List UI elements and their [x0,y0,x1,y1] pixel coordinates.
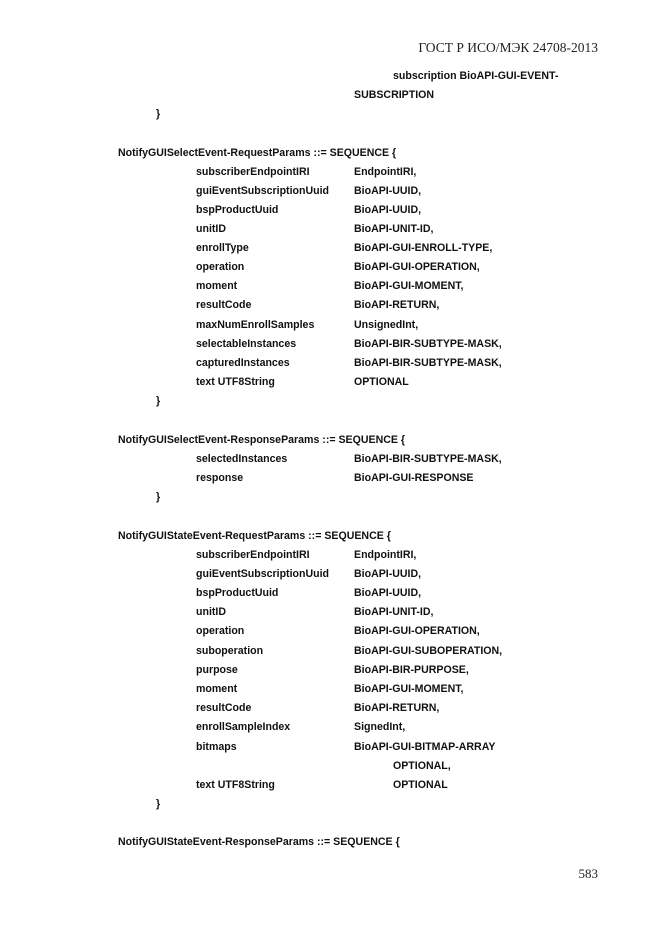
field-name: moment [196,683,238,695]
closing-brace: } [156,491,161,503]
field-name: bitmaps [196,741,237,753]
field-type: BioAPI-GUI-OPERATION, [354,261,480,273]
field-type: BioAPI-GUI-OPERATION, [354,625,480,637]
document-header: ГОСТ Р ИСО/МЭК 24708-2013 [418,40,598,55]
sequence-declaration: NotifyGUISelectEvent-RequestParams ::= SEQUENCE { [118,147,397,159]
field-type: BioAPI-GUI-MOMENT, [354,683,464,695]
field-name: enrollType [196,242,249,254]
field-name: purpose [196,664,238,676]
field-name: enrollSampleIndex [196,721,291,733]
field-type: SignedInt, [354,721,406,733]
field-name: text UTF8String [196,779,275,791]
field-type: BioAPI-RETURN, [354,702,440,714]
field-name: operation [196,625,245,637]
field-type: BioAPI-BIR-SUBTYPE-MASK, [354,338,502,350]
field-name: suboperation [196,645,264,657]
field-name: selectedInstances [196,453,288,465]
field-type: BioAPI-GUI-MOMENT, [354,280,464,292]
field-type: BioAPI-UNIT-ID, [354,606,434,618]
field-name: unitID [196,223,227,235]
sequence-declaration: NotifyGUIStateEvent-ResponseParams ::= SEQUENCE { [118,836,400,848]
closing-brace: } [156,395,161,407]
field-name: bspProductUuid [196,204,279,216]
field-type: BioAPI-UUID, [354,185,422,197]
sequence-declaration: NotifyGUIStateEvent-RequestParams ::= SEQUENCE { [118,530,391,542]
field-name: operation [196,261,245,273]
field-type: BioAPI-UUID, [354,204,422,216]
closing-brace: } [156,798,161,810]
closing-brace: } [156,108,161,120]
field-name: maxNumEnrollSamples [196,319,315,331]
field-type: BioAPI-GUI-SUBOPERATION, [354,645,503,657]
field-type: EndpointIRI, [354,549,417,561]
field-type: BioAPI-GUI-ENROLL-TYPE, [354,242,493,254]
field-type: BioAPI-GUI-BITMAP-ARRAY [354,741,496,753]
field-name: guiEventSubscriptionUuid [196,185,330,197]
sequence-declaration: NotifyGUISelectEvent-ResponseParams ::= SEQUENCE { [118,434,405,446]
field-type: BioAPI-RETURN, [354,299,440,311]
field-type: BioAPI-GUI-RESPONSE [354,472,474,484]
continuation-line-2: SUBSCRIPTION [354,89,435,101]
field-type: BioAPI-UNIT-ID, [354,223,434,235]
field-type: BioAPI-BIR-PURPOSE, [354,664,469,676]
field-type: BioAPI-UUID, [354,568,422,580]
field-type-continuation: OPTIONAL, [393,760,451,772]
field-name: unitID [196,606,227,618]
field-name: resultCode [196,702,252,714]
field-type: UnsignedInt, [354,319,419,331]
field-type: OPTIONAL [393,779,448,791]
page-number: 583 [578,866,598,881]
continuation-line-1: subscription BioAPI-GUI-EVENT- [393,70,559,82]
field-type: BioAPI-BIR-SUBTYPE-MASK, [354,357,502,369]
field-name: guiEventSubscriptionUuid [196,568,330,580]
field-type: OPTIONAL [354,376,409,388]
field-type: BioAPI-BIR-SUBTYPE-MASK, [354,453,502,465]
field-name: capturedInstances [196,357,290,369]
field-name: response [196,472,244,484]
field-type: EndpointIRI, [354,166,417,178]
field-name: moment [196,280,238,292]
field-name: selectableInstances [196,338,297,350]
field-name: subscriberEndpointIRI [196,166,310,178]
field-name: bspProductUuid [196,587,279,599]
field-name: subscriberEndpointIRI [196,549,310,561]
field-name: resultCode [196,299,252,311]
field-name: text UTF8String [196,376,275,388]
field-type: BioAPI-UUID, [354,587,422,599]
